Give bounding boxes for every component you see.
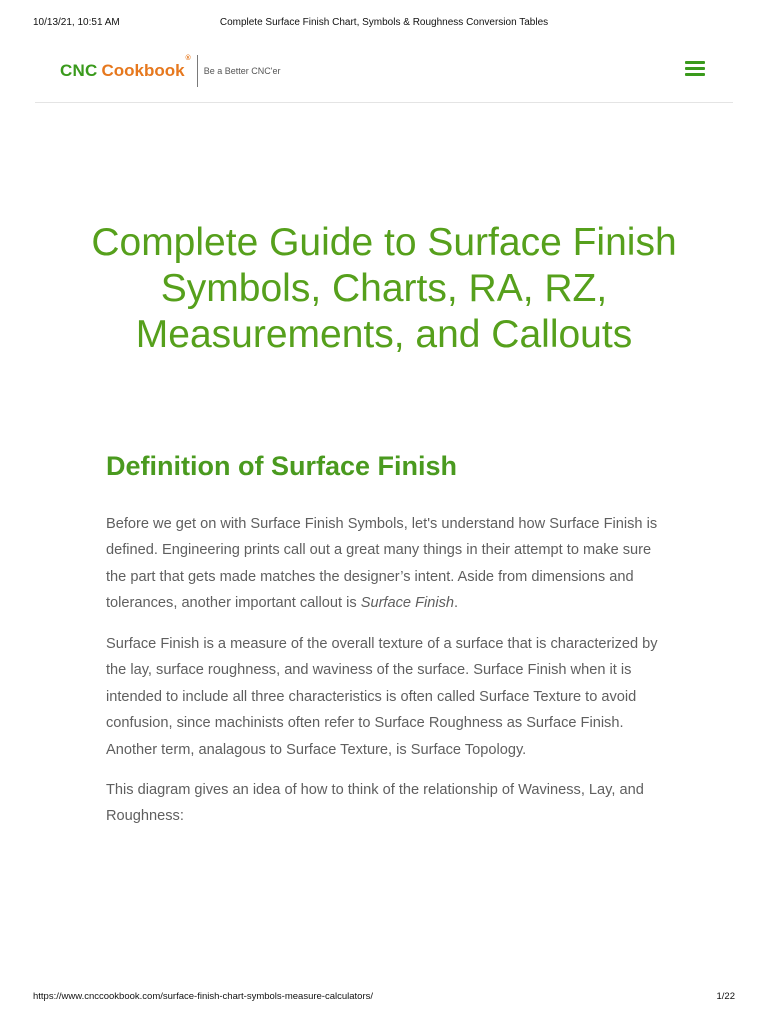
logo-cookbook-text: Cookbook® (101, 55, 191, 80)
logo-registered-mark: ® (185, 55, 191, 62)
paragraph-surface-finish-measure: Surface Finish is a measure of the overall texture of a surface that is characterized by the lay, surface roughness, and waviness of the surface. Surface Finish when it is intended to include all three characteristics is often called Surface Texture to avoid confusion, since machinists often refer to Surface Roughness as Surface Finish. Another term, analagous to Surface Texture, is Surface Topology. (106, 636, 658, 758)
logo-cnc-text: CNC (60, 61, 98, 80)
paragraph-diagram-intro: This diagram gives an idea of how to think of the relationship of Waviness, Lay, and Roughness: (106, 782, 644, 825)
section-heading: Definition of Surface Finish (106, 451, 458, 481)
print-doc-title: Complete Surface Finish Chart, Symbols & Roughness Conversion Tables (219, 17, 549, 28)
print-header (33, 17, 735, 31)
page-title: Complete Guide to Surface Finish Symbols, Charts, RA, RZ, Measurements, and Callouts (91, 221, 677, 356)
print-page-number: 1/22 (716, 991, 735, 1002)
print-datetime: 10/13/21, 10:51 AM (33, 17, 120, 28)
paragraph-definition-intro: Before we get on with Surface Finish Symbols, let's understand how Surface Finish is defined. Engineering prints call out a great many things in their attempt to make sure the part that gets made matches the designer’s intent. Aside from dimensions and tolerances, another important callout is Surface Finish. (106, 516, 658, 612)
print-url: https://www.cnccookbook.com/surface-finish-chart-symbols-measure-calculators/ (33, 991, 374, 1002)
logo-divider (197, 55, 198, 87)
logo-tagline: Be a Better CNC'er (203, 66, 281, 76)
hamburger-menu-icon[interactable] (685, 61, 705, 77)
site-logo[interactable] (60, 54, 280, 88)
surface-finish-emphasis: Surface Finish (360, 595, 454, 612)
site-header (35, 50, 733, 103)
print-footer (33, 991, 735, 1005)
